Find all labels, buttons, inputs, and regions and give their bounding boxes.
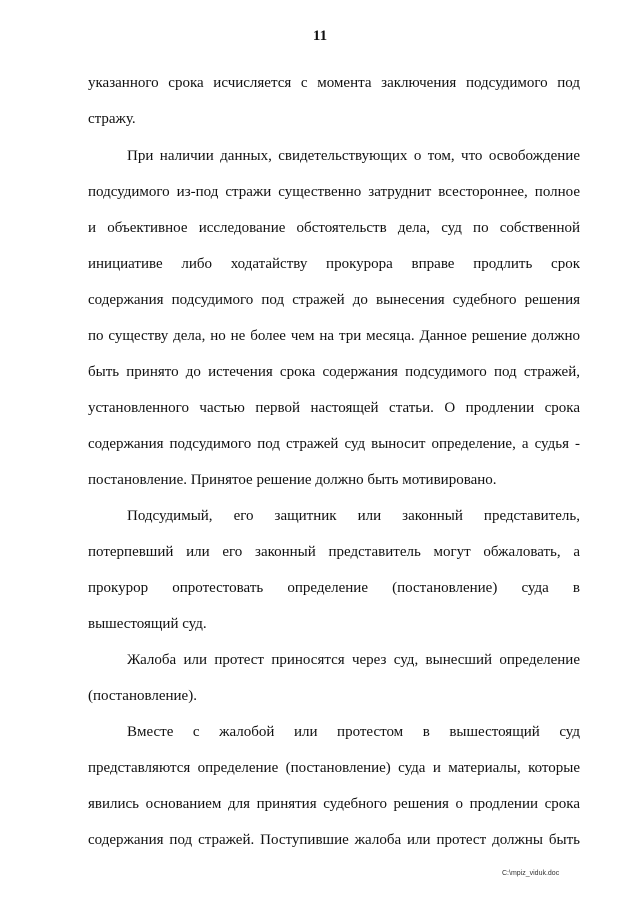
text-line: При наличии данных, свидетельствующих о том, что освобождение	[127, 148, 580, 164]
text-line: содержания под стражей. Поступившие жалоба или протест должны быть	[88, 832, 580, 848]
text-line: Вместе с жалобой или протестом в вышестоящий суд	[127, 724, 580, 740]
file-path-footer: C:\mpiz_viduk.doc	[502, 870, 560, 877]
text-line: представляются определение (постановление) суда и материалы, которые	[88, 760, 580, 776]
text-line: инициативе либо ходатайству прокурора вправе продлить срок	[88, 256, 580, 272]
text-line: (постановление).	[88, 688, 197, 704]
page-number: 11	[312, 28, 328, 44]
text-line: установленного частью первой настоящей статьи. О продлении срока	[88, 400, 580, 416]
text-line: прокурор опротестовать определение (постановление) суда в	[88, 580, 580, 596]
text-line: Подсудимый, его защитник или законный представитель,	[127, 508, 580, 524]
text-line: содержания подсудимого под стражей суд выносит определение, а судья -	[88, 436, 580, 452]
text-line: и объективное исследование обстоятельств дела, суд по собственной	[88, 220, 580, 236]
text-line: подсудимого из-под стражи существенно затруднит всестороннее, полное	[88, 184, 580, 200]
text-line: стражу.	[88, 111, 136, 127]
text-line: вышестоящий суд.	[88, 616, 207, 632]
text-line: по существу дела, но не более чем на три месяца. Данное решение должно	[88, 328, 580, 344]
text-line: быть принято до истечения срока содержания подсудимого под стражей,	[88, 364, 580, 380]
text-line: указанного срока исчисляется с момента заключения подсудимого под	[88, 75, 580, 91]
text-line: Жалоба или протест приносятся через суд, вынесший определение	[127, 652, 580, 668]
text-line: явились основанием для принятия судебного решения о продлении срока	[88, 796, 580, 812]
text-line: постановление. Принятое решение должно быть мотивировано.	[88, 472, 497, 488]
text-line: потерпевший или его законный представитель могут обжаловать, а	[88, 544, 580, 560]
text-line: содержания подсудимого под стражей до вынесения судебного решения	[88, 292, 580, 308]
